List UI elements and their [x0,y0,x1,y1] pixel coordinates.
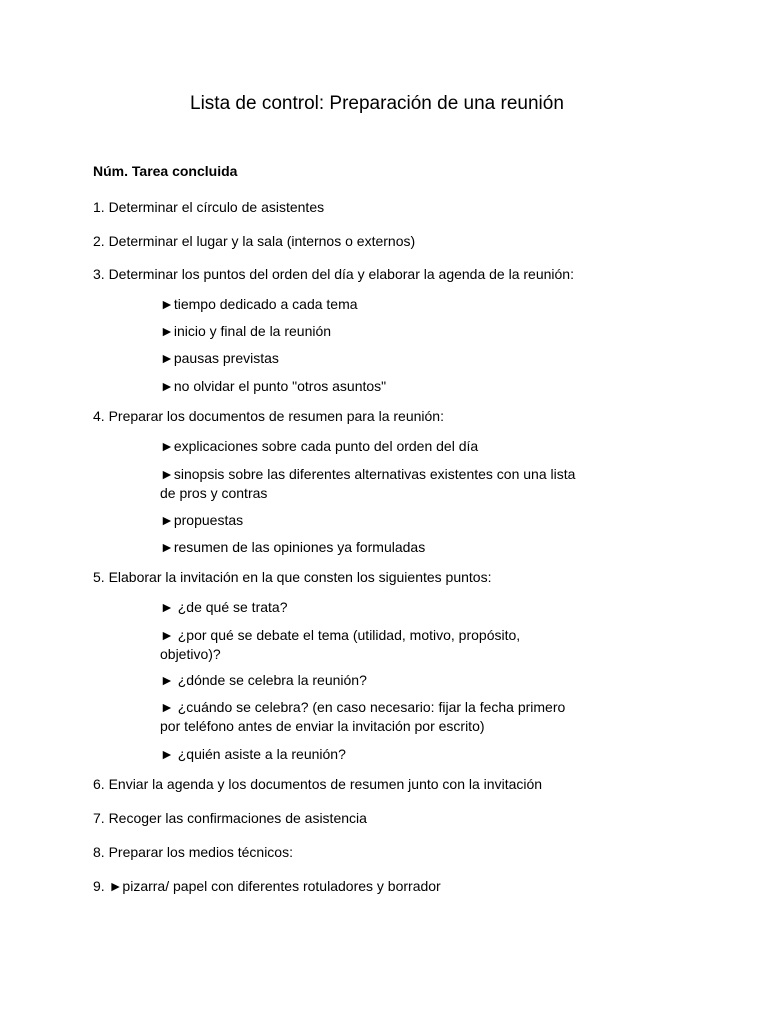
sub-item: ►sinopsis sobre las diferentes alternativas existentes con una lista de pros y contras [160,466,576,501]
sub-item: ► ¿quién asiste a la reunión? [160,746,346,762]
sub-item: ► ¿de qué se trata? [160,599,288,615]
page-title: Lista de control: Preparación de una reunión [190,93,564,114]
sub-item: ► ¿dónde se celebra la reunión? [160,672,367,688]
sub-item: ► ¿por qué se debate el tema (utilidad, motivo, propósito, objetivo)? [160,627,521,662]
sub-item: ► ¿cuándo se celebra? (en caso necesario: fijar la fecha primero por teléfono antes de enviar la invitación por escrito) [160,699,566,734]
list-item-2: 2. Determinar el lugar y la sala (internos o externos) [93,233,416,249]
list-item-4: 4. Preparar los documentos de resumen para la reunión: [93,408,444,424]
column-header: Núm. Tarea concluida [93,163,238,179]
sub-item: ►no olvidar el punto "otros asuntos" [160,378,387,394]
sub-item: ►propuestas [160,512,244,528]
sub-item: ►tiempo dedicado a cada tema [160,296,358,312]
list-item-6: 6. Enviar la agenda y los documentos de resumen junto con la invitación [93,776,543,792]
list-item-1: 1. Determinar el círculo de asistentes [93,199,325,215]
list-item-3: 3. Determinar los puntos del orden del día y elaborar la agenda de la reunión: [93,266,574,282]
sub-item: ►resumen de las opiniones ya formuladas [160,539,426,555]
sub-item: ►inicio y final de la reunión [160,323,332,339]
list-item-9: 9. ►pizarra/ papel con diferentes rotuladores y borrador [93,878,441,894]
list-item-8: 8. Preparar los medios técnicos: [93,844,293,860]
sub-item: ►pausas previstas [160,350,279,366]
list-item-7: 7. Recoger las confirmaciones de asistencia [93,810,367,826]
list-item-5: 5. Elaborar la invitación en la que consten los siguientes puntos: [93,569,492,585]
sub-item: ►explicaciones sobre cada punto del orden del día [160,438,479,454]
